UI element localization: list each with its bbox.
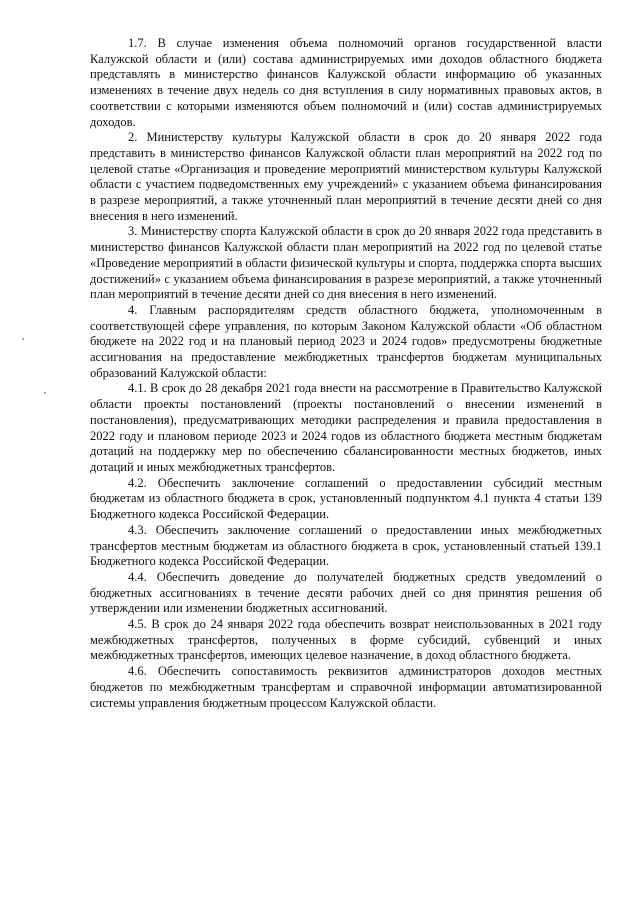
document-body: [90, 36, 602, 711]
paragraph-3: 3. Министерству спорта Калужской области в срок до 20 января 2022 года представить в министерство финансов Калужской области план мероприятий на 2022 год по целевой статье «Проведение мероприятий в области физической культуры и спорта, поддержка спорта высших достижений» с указанием объема финансирования в разрезе мероприятий, а также уточненный план мероприятий в течение десяти дней со дня внесения в него изменений.: [90, 224, 602, 302]
scan-speck: [44, 392, 46, 394]
paragraph-2: 2. Министерству культуры Калужской области в срок до 20 января 2022 года представить в министерство финансов Калужской области план мероприятий на 2022 год по целевой статье «Организация и проведение мероприятий министерством культуры Калужской области с участием подведомственных ему учреждений» с указанием объема финансирования в разрезе мероприятий, а также уточненный план мероприятий в течение десяти дней со дня внесения в него изменений.: [90, 130, 602, 223]
paragraph-1-7: 1.7. В случае изменения объема полномочий органов государственной власти Калужской области и (или) состава администрируемых ими доходов областного бюджета представлять в министерство финансов Калужской области информацию об указанных изменениях в течение двух недель со дня вступления в силу нормативных правовых актов, в соответствии с которыми изменяются объем полномочий и (или) состав администрируемых доходов.: [90, 36, 602, 129]
paragraph-4-3: 4.3. Обеспечить заключение соглашений о предоставлении иных межбюджетных трансфертов местным бюджетам из областного бюджета в срок, установленный статьей 139.1 Бюджетного кодекса Российской Федерации.: [90, 522, 602, 569]
paragraph-4-5: 4.5. В срок до 24 января 2022 года обеспечить возврат неиспользованных в 2021 году межбюджетных трансфертов, полученных в форме субсидий, субвенций и иных межбюджетных трансфертов, имеющих целевое назначение, в доход областного бюджета.: [90, 617, 602, 663]
paragraph-4: 4. Главным распорядителям средств областного бюджета, уполномоченным в соответствующей сфере управления, по которым Законом Калужской области «Об областном бюджете на 2022 год и на плановый период 2023 и 2024 годов» предусмотрены бюджетные ассигнования на предоставление межбюджетных трансфертов бюджетам муниципальных образований Калужской области:: [90, 302, 602, 380]
paragraph-4-2: 4.2. Обеспечить заключение соглашений о предоставлении субсидий местным бюджетам из областного бюджета в срок, установленный подпунктом 4.1 пункта 4 статьи 139 Бюджетного кодекса Российской Федерации.: [90, 475, 602, 522]
paragraph-4-1: 4.1. В срок до 28 декабря 2021 года внести на рассмотрение в Правительство Калужской области проекты постановлений (проекты постановлений о внесении изменений в постановления), предусматривающих методики распределения и правила предоставления в 2022 году и плановом периоде 2023 и 2024 годов из областного бюджета местным бюджетам дотаций на поддержку мер по обеспечению сбалансированности местных бюджетов, иных дотаций и иных межбюджетных трансфертов.: [90, 381, 602, 474]
scan-speck: [22, 338, 24, 340]
paragraph-4-6: 4.6. Обеспечить сопоставимость реквизитов администраторов доходов местных бюджетов по межбюджетным трансфертам и справочной информации автоматизированной системы управления бюджетным процессом Калужской области.: [90, 664, 602, 710]
paragraph-4-4: 4.4. Обеспечить доведение до получателей бюджетных средств уведомлений о бюджетных ассигнованиях в течение десяти рабочих дней со дня принятия решения об утверждении или изменении бюджетных ассигнований.: [90, 569, 602, 616]
